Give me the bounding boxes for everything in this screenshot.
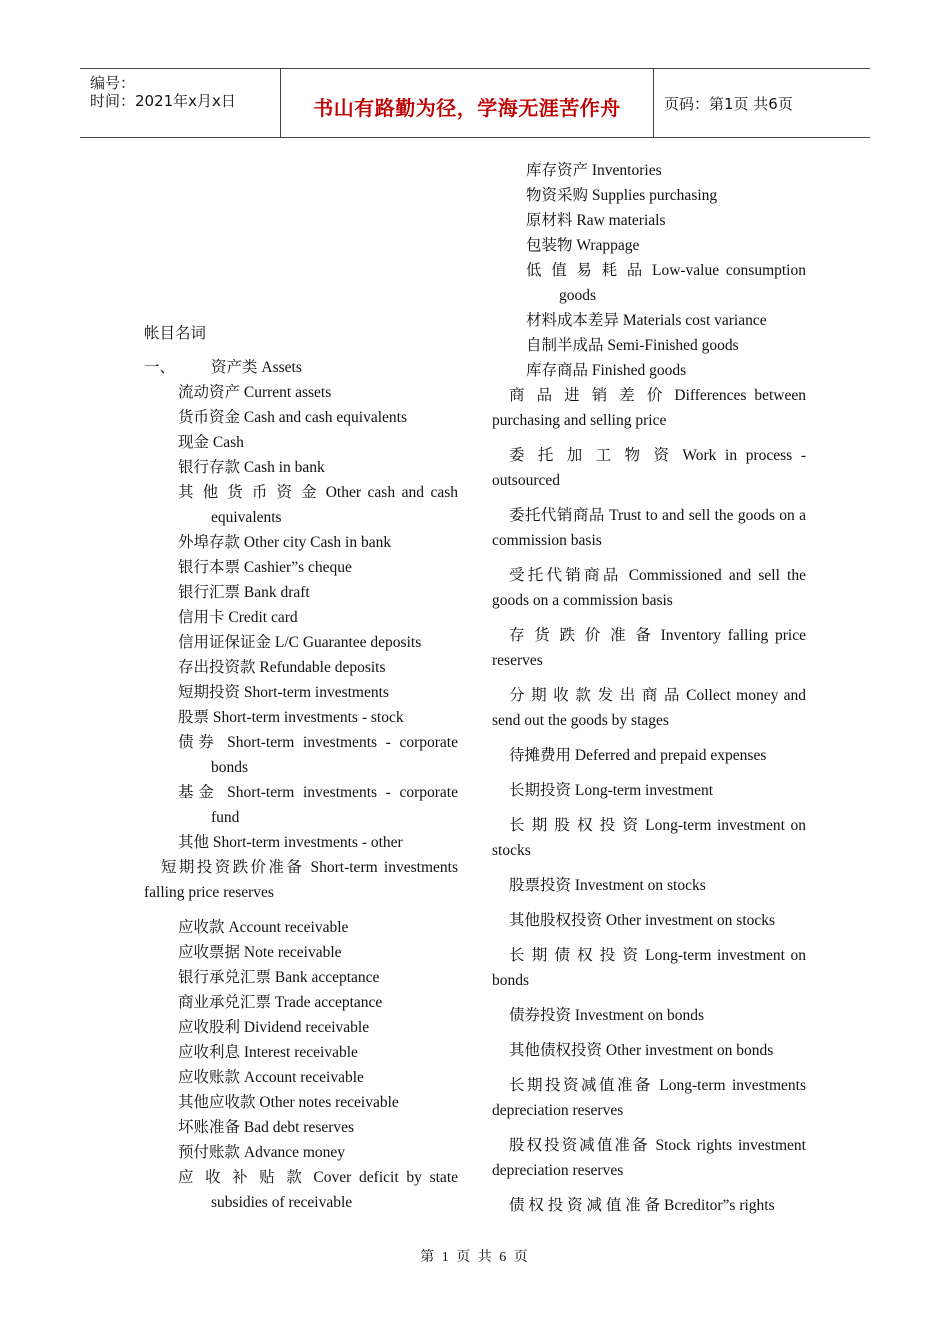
paragraph: 存 货 跌 价 准 备 Inventory falling price reserves <box>492 627 806 669</box>
list-item: 材料成本差异 Materials cost variance <box>526 312 767 329</box>
list-item: 银行存款 Cash in bank <box>178 459 325 476</box>
paragraph: 委 托 加 工 物 资 Work in process - outsourced <box>492 447 806 489</box>
time-label: 时间：2021年x月x日 <box>90 92 236 110</box>
list-item-continuation: bonds <box>211 759 249 776</box>
list-item-first-line: 基金 Short-term investments - corporate <box>178 784 458 801</box>
paragraph: 股票投资 Investment on stocks <box>509 877 706 894</box>
list-item: 预付账款 Advance money <box>178 1144 346 1161</box>
list-item: 现金 Cash <box>178 434 244 451</box>
paragraph: 股权投资减值准备 Stock rights investment depreciation reserves <box>492 1137 806 1179</box>
list-item: 其他 Short-term investments - other <box>178 834 403 851</box>
page-number-label: 页码：第1页 共6页 <box>664 95 793 113</box>
paragraph: 债券投资 Investment on bonds <box>509 1007 705 1024</box>
left-column <box>144 321 458 1215</box>
list-item: 外埠存款 Other city Cash in bank <box>178 534 392 551</box>
paragraph: 分 期 收 款 发 出 商 品 Collect money and send out the goods by stages <box>492 687 806 729</box>
list-item-continuation: fund <box>211 809 240 826</box>
list-item: 物资采购 Supplies purchasing <box>526 187 718 204</box>
list-item-wrapped <box>492 258 806 308</box>
paragraph: 长 期 债 权 投 资 Long-term investment on bonds <box>492 947 806 989</box>
section-heading <box>144 355 458 380</box>
paragraph: 短期投资跌价准备 Short-term investments falling price reserves <box>144 859 458 901</box>
list-item: 流动资产 Current assets <box>178 384 332 401</box>
list-item: 包装物 Wrappage <box>526 237 640 254</box>
paragraph: 商 品 进 销 差 价 Differences between purchasing and selling price <box>492 387 806 429</box>
section-number: 一、 <box>144 359 176 376</box>
list-item: 库存资产 Inventories <box>526 162 662 179</box>
paragraph: 长期投资 Long-term investment <box>509 782 714 799</box>
list-item: 原材料 Raw materials <box>526 212 666 229</box>
list-item-continuation: equivalents <box>211 509 282 526</box>
list-item: 商业承兑汇票 Trade acceptance <box>178 994 383 1011</box>
list-item-wrapped <box>144 480 458 530</box>
list-item: 其他应收款 Other notes receivable <box>178 1094 399 1111</box>
list-item: 银行本票 Cashier”s cheque <box>178 559 352 576</box>
paragraph: 其他股权投资 Other investment on stocks <box>509 912 776 929</box>
list-item: 应收票据 Note receivable <box>178 944 342 961</box>
section-title: 资产类 Assets <box>211 359 302 376</box>
list-item: 短期投资 Short-term investments <box>178 684 389 701</box>
doc-title: 帐目名词 <box>144 325 207 342</box>
list-item-first-line: 低 值 易 耗 品 Low-value consumption <box>526 262 806 279</box>
page-footer: 第 1 页 共 6 页 <box>420 1250 530 1265</box>
list-item-wrapped <box>144 1165 458 1215</box>
header-left-cell <box>80 69 281 137</box>
list-item: 应收款 Account receivable <box>178 919 349 936</box>
list-item: 应收利息 Interest receivable <box>178 1044 358 1061</box>
paragraph: 长 期 股 权 投 资 Long-term investment on stocks <box>492 817 806 859</box>
list-item: 银行承兑汇票 Bank acceptance <box>178 969 380 986</box>
list-item-wrapped <box>144 780 458 830</box>
header-right-cell <box>654 69 870 137</box>
list-item-first-line: 债券 Short-term investments - corporate <box>178 734 458 751</box>
list-item: 坏账准备 Bad debt reserves <box>178 1119 355 1136</box>
paragraph: 待摊费用 Deferred and prepaid expenses <box>509 747 767 764</box>
number-label: 编号： <box>90 74 136 92</box>
list-item-continuation: goods <box>559 287 597 304</box>
paragraph: 债 权 投 资 减 值 准 备 Bcreditor”s rights <box>509 1197 775 1214</box>
list-item: 应收股利 Dividend receivable <box>178 1019 370 1036</box>
list-item: 股票 Short-term investments - stock <box>178 709 404 726</box>
paragraph: 受托代销商品 Commissioned and sell the goods on a commission basis <box>492 567 806 609</box>
paragraph: 委托代销商品 Trust to and sell the goods on a commission basis <box>492 507 806 549</box>
list-item: 自制半成品 Semi-Finished goods <box>526 337 739 354</box>
list-item-first-line: 应 收 补 贴 款 Cover deficit by state <box>178 1169 458 1186</box>
list-item-continuation: subsidies of receivable <box>211 1194 353 1211</box>
list-item: 银行汇票 Bank draft <box>178 584 310 601</box>
list-item: 应收账款 Account receivable <box>178 1069 364 1086</box>
right-column <box>492 158 806 1218</box>
page-header <box>80 68 870 138</box>
motto: 书山有路勤为径，学海无涯苦作舟 <box>313 96 621 120</box>
paragraph: 其他债权投资 Other investment on bonds <box>509 1042 774 1059</box>
paragraph: 长期投资减值准备 Long-term investments depreciation reserves <box>492 1077 806 1119</box>
list-item: 信用卡 Credit card <box>178 609 298 626</box>
list-item-first-line: 其 他 货 币 资 金 Other cash and cash <box>178 484 458 501</box>
list-item-wrapped <box>144 730 458 780</box>
list-item: 货币资金 Cash and cash equivalents <box>178 409 408 426</box>
list-item: 库存商品 Finished goods <box>526 362 687 379</box>
list-item: 信用证保证金 L/C Guarantee deposits <box>178 634 422 651</box>
header-motto-cell <box>281 69 654 137</box>
list-item: 存出投资款 Refundable deposits <box>178 659 386 676</box>
